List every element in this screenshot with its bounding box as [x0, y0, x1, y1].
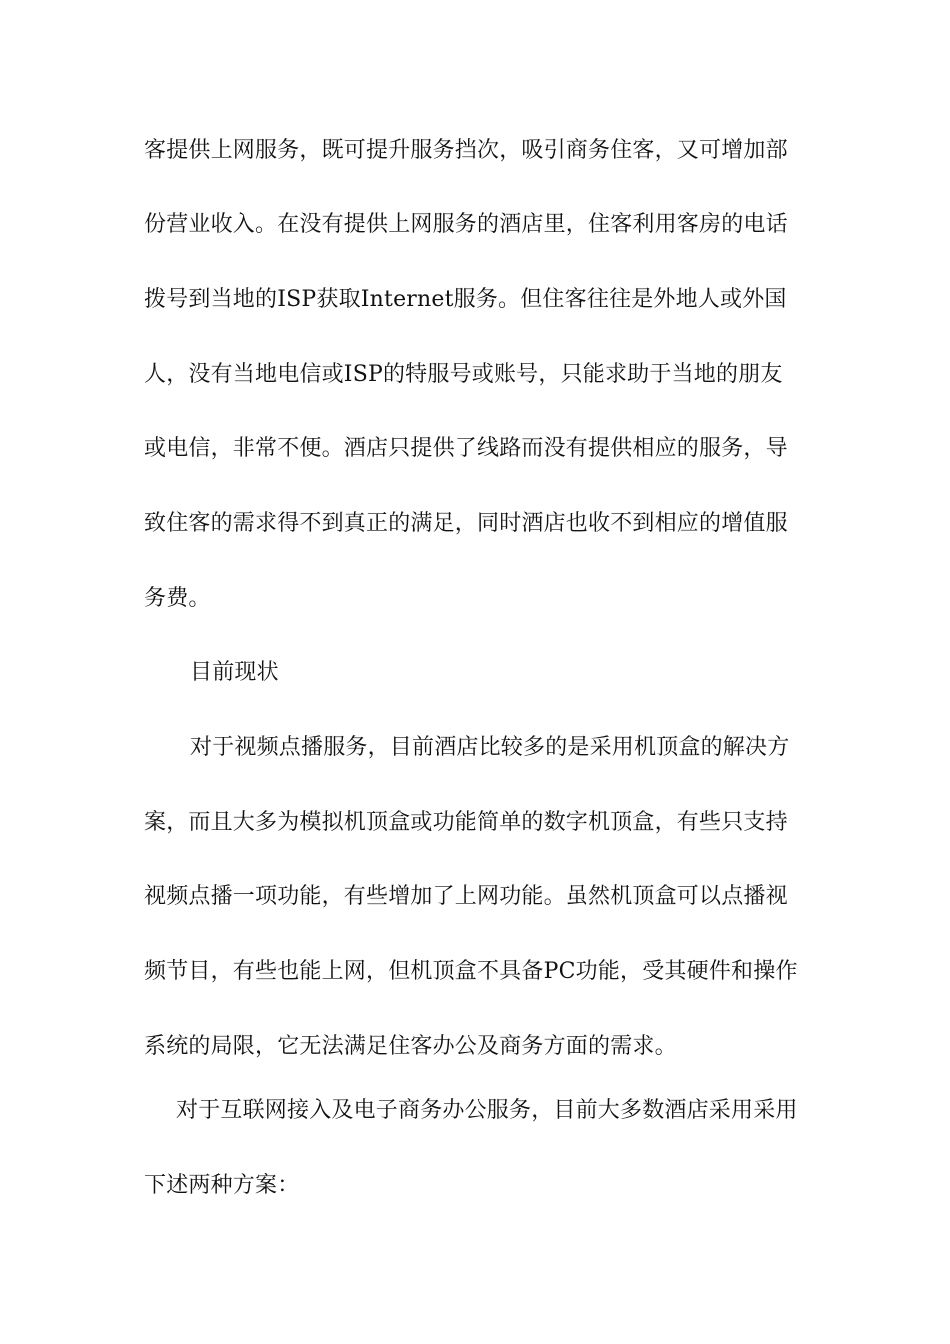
paragraph-1-line-4: 人，没有当地电信或ISP的特服号或账号，只能求助于当地的朋友	[144, 362, 783, 387]
paragraph-1-line-5: 或电信，非常不便。酒店只提供了线路而没有提供相应的服务，导	[144, 436, 788, 461]
paragraph-2-line-4: 频节目，有些也能上网，但机顶盒不具备PC功能，受其硬件和操作	[144, 959, 798, 984]
paragraph-3-line-1: 对于互联网接入及电子商务办公服务，目前大多数酒店采用采用	[176, 1098, 798, 1123]
paragraph-1-line-6: 致住客的需求得不到真正的满足，同时酒店也收不到相应的增值服	[144, 511, 788, 536]
paragraph-1-line-7: 务费。	[144, 586, 211, 611]
paragraph-1-line-1: 客提供上网服务，既可提升服务挡次，吸引商务住客，又可增加部	[144, 138, 788, 163]
paragraph-1-line-3: 拨号到当地的ISP获取Internet服务。但住客往往是外地人或外国	[144, 287, 787, 312]
paragraph-2-line-1: 对于视频点播服务，目前酒店比较多的是采用机顶盒的解决方	[190, 735, 790, 760]
paragraph-2-line-2: 案，而且大多为模拟机顶盒或功能简单的数字机顶盒，有些只支持	[144, 810, 788, 835]
paragraph-3-line-2: 下述两种方案：	[144, 1173, 300, 1198]
paragraph-1-line-2: 份营业收入。在没有提供上网服务的酒店里，住客利用客房的电话	[144, 212, 788, 237]
paragraph-2-line-3: 视频点播一项功能，有些增加了上网功能。虽然机顶盒可以点播视	[144, 884, 788, 909]
paragraph-2-line-5: 系统的局限，它无法满足住客办公及商务方面的需求。	[144, 1034, 677, 1059]
section-heading: 目前现状	[190, 660, 279, 685]
